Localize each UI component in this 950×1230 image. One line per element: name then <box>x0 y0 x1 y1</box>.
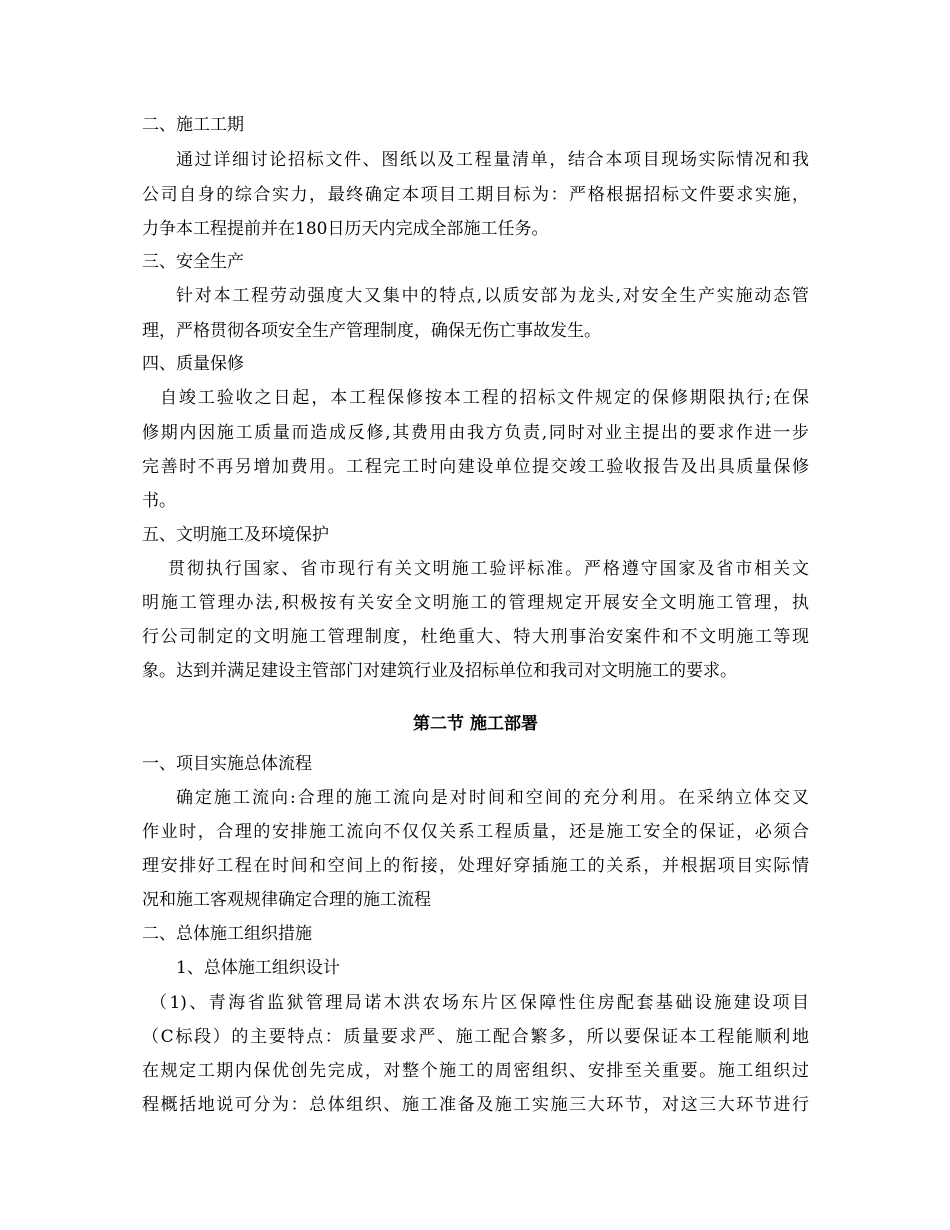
section-heading: 二、施工工期 <box>142 115 244 135</box>
paragraph-line: （C标段）的主要特点：质量要求严、施工配合繁多，所以要保证本工程能顺利地 <box>142 1027 809 1047</box>
paragraph-line: 贯彻执行国家、省市现行有关文明施工验评标准。严格遵守国家及省市相关文 <box>168 559 809 579</box>
paragraph-line: （1)、青海省监狱管理局诺木洪农场东片区保障性住房配套基础设施建设项目 <box>150 993 809 1013</box>
paragraph-line: 力争本工程提前并在180日历天内完成全部施工任务。 <box>142 219 549 239</box>
paragraph-line: 修期内因施工质量而造成反修,其费用由我方负责,同时对业主提出的要求作进一步 <box>142 423 809 443</box>
paragraph-line: 理安排好工程在时间和空间上的衔接，处理好穿插施工的关系，并根据项目实际情 <box>142 856 809 876</box>
section-heading: 二、总体施工组织措施 <box>142 924 312 944</box>
paragraph-line: 况和施工客观规律确定合理的施工流程 <box>142 890 431 910</box>
paragraph-line: 作业时，合理的安排施工流向不仅仅关系工程质量，还是施工安全的保证，必须合 <box>142 822 809 842</box>
section-heading: 三、安全生产 <box>142 252 244 272</box>
subsection-heading: 1、总体施工组织设计 <box>176 958 340 978</box>
section-title: 第二节 施工部署 <box>413 714 538 734</box>
paragraph-line: 行公司制定的文明施工管理制度，杜绝重大、特大刑事治安案件和不文明施工等现 <box>142 627 809 647</box>
paragraph-line: 自竣工验收之日起，本工程保修按本工程的招标文件规定的保修期限执行;在保 <box>160 388 809 408</box>
section-heading: 五、文明施工及环境保护 <box>142 525 329 545</box>
paragraph-line: 程概括地说可分为：总体组织、施工准备及施工实施三大环节，对这三大环节进行 <box>142 1095 809 1115</box>
paragraph-line: 确定施工流向:合理的施工流向是对时间和空间的充分利用。在采纳立体交叉 <box>176 788 809 808</box>
paragraph-line: 针对本工程劳动强度大又集中的特点,以质安部为龙头,对安全生产实施动态管 <box>176 286 809 306</box>
paragraph-line: 通过详细讨论招标文件、图纸以及工程量清单，结合本项目现场实际情况和我 <box>176 150 809 170</box>
paragraph-line: 明施工管理办法,积极按有关安全文明施工的管理规定开展安全文明施工管理，执 <box>142 593 809 613</box>
section-heading: 四、质量保修 <box>142 354 244 374</box>
paragraph-line: 象。达到并满足建设主管部门对建筑行业及招标单位和我司对文明施工的要求。 <box>142 661 737 681</box>
paragraph-line: 书。 <box>142 491 176 511</box>
paragraph-line: 理，严格贯彻各项安全生产管理制度，确保无伤亡事故发生。 <box>142 321 601 341</box>
paragraph-line: 公司自身的综合实力，最终确定本项目工期目标为：严格根据招标文件要求实施， <box>142 185 809 205</box>
section-heading: 一、项目实施总体流程 <box>142 754 312 774</box>
paragraph-line: 完善时不再另增加费用。工程完工时向建设单位提交竣工验收报告及出具质量保修 <box>142 457 809 477</box>
paragraph-line: 在规定工期内保优创先完成，对整个施工的周密组织、安排至关重要。施工组织过 <box>142 1061 809 1081</box>
